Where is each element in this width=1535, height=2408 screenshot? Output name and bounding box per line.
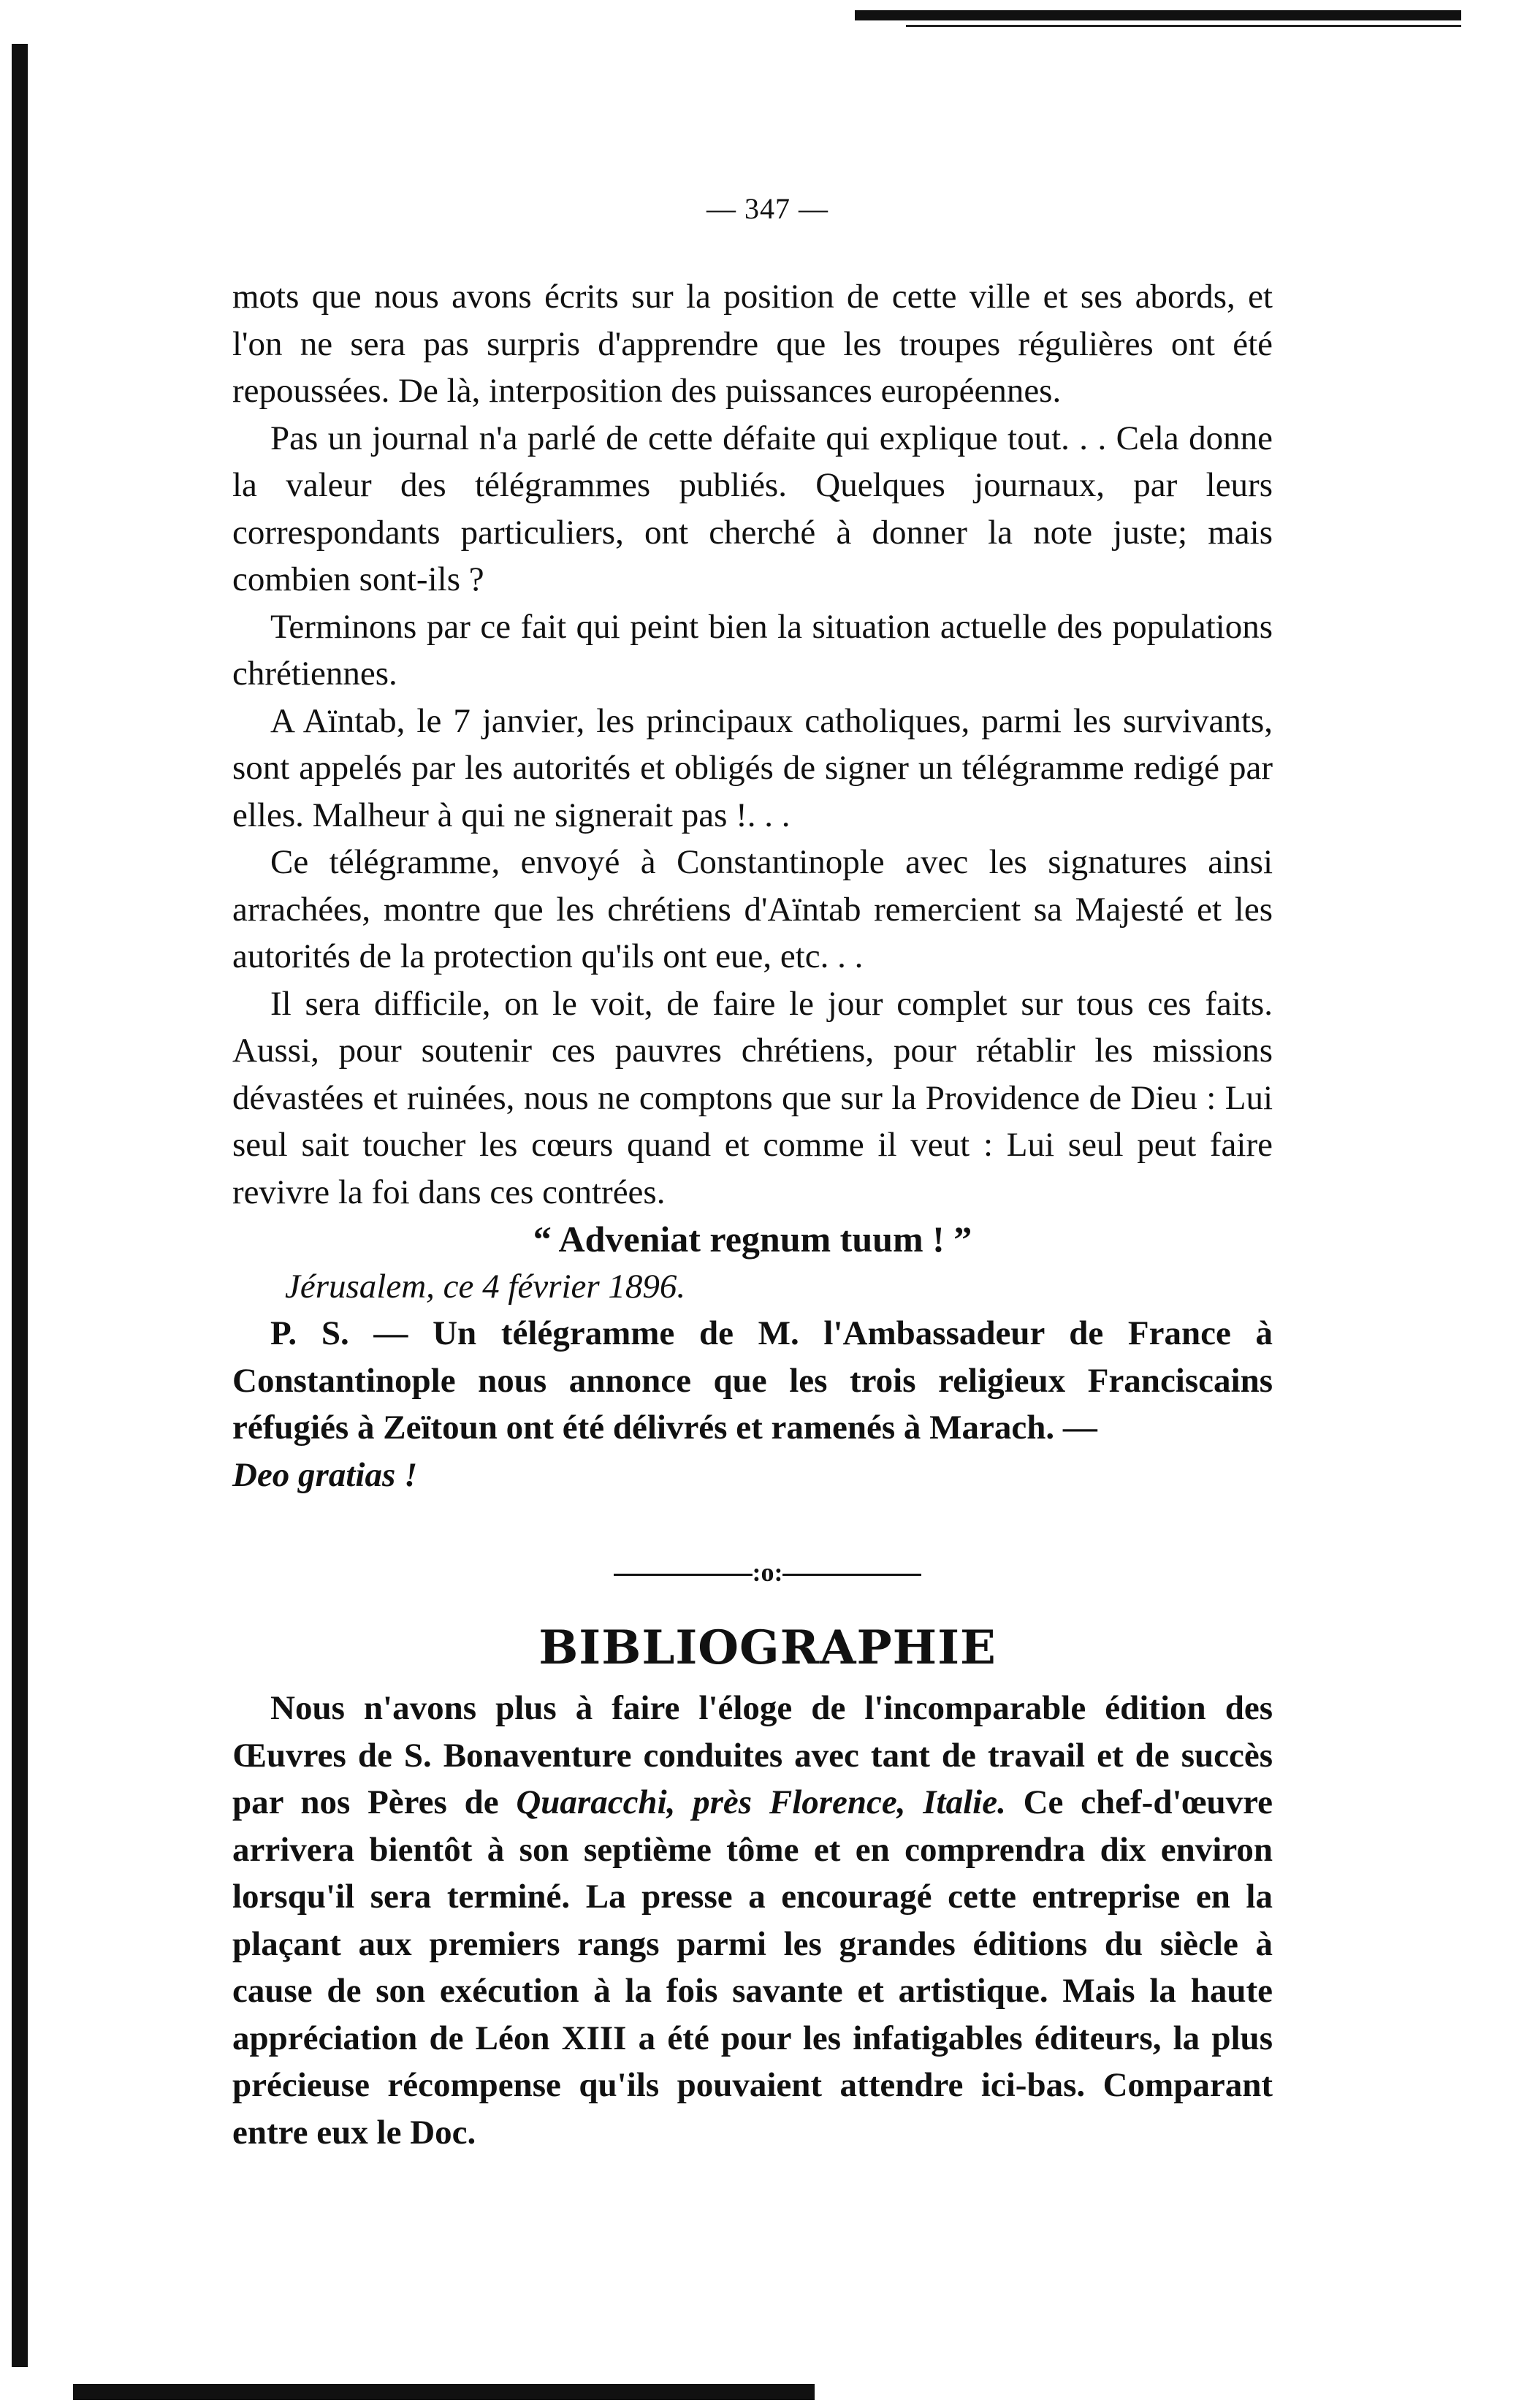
bibliographie-text bbox=[232, 1685, 1273, 2156]
top-border-rule bbox=[855, 10, 1461, 20]
paragraph: A Aïntab, le 7 janvier, les principaux catholiques, parmi les survivants, sont appelés par les autorités et obligés de signer un télégramme redigé par elles. Malheur à qui ne signerait pas !. . . bbox=[232, 701, 1273, 834]
postscript-label: P. S. bbox=[270, 1314, 349, 1352]
paragraph: Ce télégramme, envoyé à Constantinople avec les signatures ainsi arrachées, montre que les chrétiens d'Aïntab remercient sa Majesté et les autorités de la protection qu'ils ont eue, etc. . . bbox=[232, 843, 1273, 975]
separator-glyph: :o: bbox=[752, 1558, 783, 1587]
section-separator bbox=[0, 1557, 1535, 1588]
motto: “ Adveniat regnum tuum ! ” bbox=[533, 1219, 972, 1260]
paragraph: Il sera difficile, on le voit, de faire le jour complet sur tous ces faits. Aussi, pour soutenir ces pauvres chrétiens, pour rétablir les missions dévastées et ruinées, nous ne comptons que sur la Providence de Dieu : Lui seul sait toucher les cœurs quand et comme il veut : Lui seul peut faire revivre la foi dans ces contrées. bbox=[232, 984, 1273, 1211]
separator-line-right bbox=[782, 1574, 921, 1576]
bibliographie-text-1: Nous n'avons plus à faire l'éloge de l'incomparable édition des Œuvres de S. Bonaventure conduites avec tant de travail et de succès par nos Pères de bbox=[232, 1689, 1273, 1821]
paragraph: Terminons par ce fait qui peint bien la situation actuelle des populations chrétiennes. bbox=[232, 607, 1273, 693]
bibliographie-text-2: Ce chef-d'œuvre arrivera bientôt à son septième tôme et en comprendra dix environ lorsqu'il sera terminé. La presse a encouragé cette entreprise en la plaçant aux premiers rangs parmi les grandes éditions du siècle à cause de son exécution à la fois savante et artistique. Mais la haute appréciation de Léon XIII a été pour les infatigables éditeurs, la plus précieuse récompense qu'ils pouvaient attendre ici-bas. Comparant entre eux le Doc. bbox=[232, 1783, 1273, 2152]
bibliographie-place: Quaracchi, près Florence, Italie. bbox=[516, 1783, 1006, 1821]
paragraph-continuation: mots que nous avons écrits sur la position de cette ville et ses abords, et l'on ne sera pas surpris d'apprendre que les troupes régulières ont été repoussées. De là, interposition des puissances européennes. bbox=[232, 278, 1273, 410]
postscript-closing: Deo gratias ! bbox=[232, 1455, 418, 1494]
separator-line-left bbox=[614, 1574, 753, 1576]
section-heading: BIBLIOGRAPHIE bbox=[538, 1620, 997, 1675]
postscript-text: — Un télégramme de M. l'Ambassadeur de France à Constantinople nous annonce que les trois religieux Franciscains réfugiés à Zeïtoun ont été délivrés et ramenés à Marach. — bbox=[232, 1314, 1273, 1447]
bottom-border-rule bbox=[73, 2384, 815, 2400]
postscript bbox=[232, 1310, 1273, 1498]
dateline: Jérusalem, ce 4 février 1896. bbox=[285, 1267, 686, 1306]
bibliographie-paragraph bbox=[232, 1685, 1273, 2156]
left-margin-rule bbox=[12, 44, 28, 2367]
page-number: — 347 — bbox=[706, 192, 829, 225]
top-border-rule-thin bbox=[906, 25, 1461, 27]
paragraph: Pas un journal n'a parlé de cette défaite qui explique tout. . . Cela donne la valeur des télégrammes publiés. Quelques journaux, par leurs correspondants particuliers, ont cherché à donner la note juste; mais combien sont-ils ? bbox=[232, 419, 1273, 598]
body-text bbox=[232, 273, 1273, 1498]
